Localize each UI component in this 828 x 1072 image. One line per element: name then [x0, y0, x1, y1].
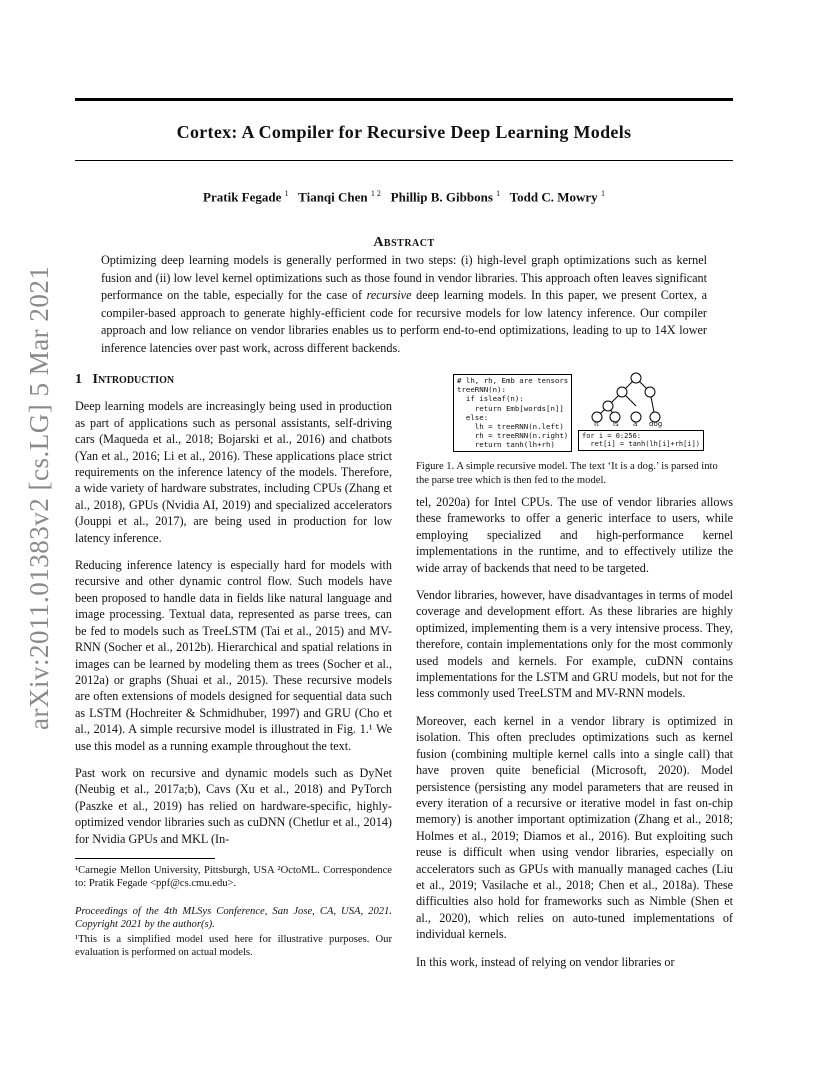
paper-title: Cortex: A Compiler for Recursive Deep Learning Models: [176, 122, 632, 142]
intro-paragraph: Deep learning models are increasingly being used in production as part of applications such as personal assistants, self-driving cars (Maqueda et al., 2018; Bojarski et al., 2016) and chatbots (Yan et al., 2016; Li et al., 2016). These applications place strict requirements on the inference latency of the models. Therefore, a wide variety of hardware substrates, including CPUs (Zhang et al., 2018), GPUs (Nvidia AI, 2019) and specialized accelerators (Jouppi et al., 2017), are being used in production for low latency inference.: [75, 399, 392, 545]
arxiv-side-label: arXiv:2011.01383v2 [cs.LG] 5 Mar 2021: [24, 265, 54, 730]
intro-paragraph: Past work on recursive and dynamic models such as DyNet (Neubig et al., 2017a;b), Cavs (Xu et al., 2018) and PyTorch (Paszke et al., 2019) has relied on hardware-specific, highly-optimized vendor libraries such as cuDNN (Chetlur et al., 2014) for Nvidia GPUs and MKL (In-: [75, 765, 392, 846]
section-title: Introduction: [92, 372, 175, 387]
body-paragraph: In this work, instead of relying on vendor libraries or: [416, 954, 675, 969]
body-paragraph: tel, 2020a) for Intel CPUs. The use of vendor libraries allows these frameworks to offer a generic interface to users, while employing specialized and high-performance kernel implementations in the runtime, and to effectively utilize the wide array of backends that need to be targeted.: [416, 495, 733, 575]
author-name: Tianqi Chen: [298, 189, 368, 205]
proceedings-note: Proceedings of the 4th MLSys Conference, San Jose, CA, USA, 2021. Copyright 2021 by the author(s).: [75, 906, 392, 931]
figure-caption: Figure 1. A simple recursive model. The text ‘It is a dog.’ is parsed into the parse tree which is then fed to the model.: [416, 461, 718, 486]
author-name: Todd C. Mowry: [509, 189, 598, 205]
leaf-label: is: [613, 420, 619, 428]
leaf-label: dog: [649, 420, 663, 428]
author-affiliation: 1: [600, 189, 605, 198]
intro-paragraph: Reducing inference latency is especially hard for models with recursive and other dynamic control flow. Such models have been proposed to handle data in fields like natural language and image processing. Textual data, represented as parse trees, can be fed to models such as TreeLSTM (Tai et al., 2015) and MV-RNN (Socher et al., 2012b). Hierarchical and spatial relations in images can be learned by modeling them as trees (Socher et al., 2012a) or graphs (Shuai et al., 2015). These recursive models are often extensions of models designed for sequential data such as LSTM (Hochreiter & Schmidhuber, 1997) and GRU (Cho et al., 2014). A simple recursive model is illustrated in Fig. 1.¹ We use this model as a running example throughout the text.: [75, 558, 392, 753]
leaf-label: a: [633, 420, 638, 428]
abstract-emphasis: recursive: [366, 288, 412, 303]
title-bottom-rule: [75, 160, 733, 161]
body-paragraph: Moreover, each kernel in a vendor library is optimized in isolation. This often precludes optimizations such as kernel fusion (combining multiple kernel calls into a single call) that have proven quite beneficial (Microsoft, 2020). Model persistence (persisting any model parameters that are reused in every iteration of a recursive or iterative model in fast on-chip memory) is another important optimization (Zhang et al., 2018; Holmes et al., 2019; Diamos et al., 2016). But exploiting such reuse is difficult when using vendor libraries, especially on accelerators such as GPUs with manually managed caches (Liu et al., 2019; Vasilache et al., 2018; Chen et al., 2018a). These difficulties also hold for frameworks such as Nimble (Shen et al., 2020), which relies on auto-tuned implementations of individual kernels.: [416, 713, 733, 942]
illustration-footnote: ¹This is a simplified model used here for illustrative purposes. Our evaluation is performed on actual models.: [75, 934, 392, 959]
author-affiliation: 1 2: [370, 189, 381, 198]
abstract-part: deep learning models. In this paper, we present Cortex, a compiler-based approach to generate highly-efficient code for recursive models for low latency inference. Our compiler approach and low reliance on vendor libraries enables us to perform end-to-end optimizations, leading to up to 14X lower inference latencies over past work, across different backends.: [101, 288, 707, 355]
author-name: Pratik Fegade: [203, 189, 282, 205]
author-affiliation: 1: [496, 189, 501, 198]
author-list: [75, 189, 733, 205]
leaf-label: It: [594, 420, 599, 428]
footnote-rule: [75, 858, 215, 859]
section-heading: [75, 372, 392, 388]
code-listing: # lh, rh, Emb are tensors treeRNN(n): if isleaf(n): return Emb[words[n]] else: lh = treeRNN(n.left) rh = treeRNN(n.right) return tanh(lh+rh): [453, 374, 572, 452]
abstract-text: [101, 252, 707, 358]
author-name: Phillip B. Gibbons: [390, 189, 493, 205]
top-rule: [75, 98, 733, 101]
abstract-heading: Abstract: [373, 235, 435, 250]
loop-listing: for i = 0:256: ret[i] = tanh(lh[i]+rh[i]): [578, 430, 704, 451]
abstract-part: Optimizing deep learning models is generally performed in two steps: (i) high-level graph optimizations such as kernel fusion and (ii) low level kernel optimizations such as those found in vendor libraries. This approach often leaves significant performance on the table, especially for the case of: [101, 253, 707, 303]
right-column: [416, 494, 733, 981]
left-column: [75, 372, 392, 858]
author-affiliation: 1: [284, 189, 289, 198]
section-number: 1: [75, 372, 82, 387]
body-paragraph: Vendor libraries, however, have disadvantages in terms of model coverage and development effort. As these libraries are highly optimized, implementing them is a very intensive process. They, therefore, contain implementations only for the most commonly used models and kernels. For example, cuDNN contains implementations for the LSTM and GRU models, but not for the less commonly used TreeLSTM and MV-RNN models.: [416, 588, 733, 701]
affiliation-footnote: ¹Carnegie Mellon University, Pittsburgh, USA ²OctoML. Correspondence to: Pratik Fegade <ppf@cs.cmu.edu>.: [75, 865, 392, 890]
